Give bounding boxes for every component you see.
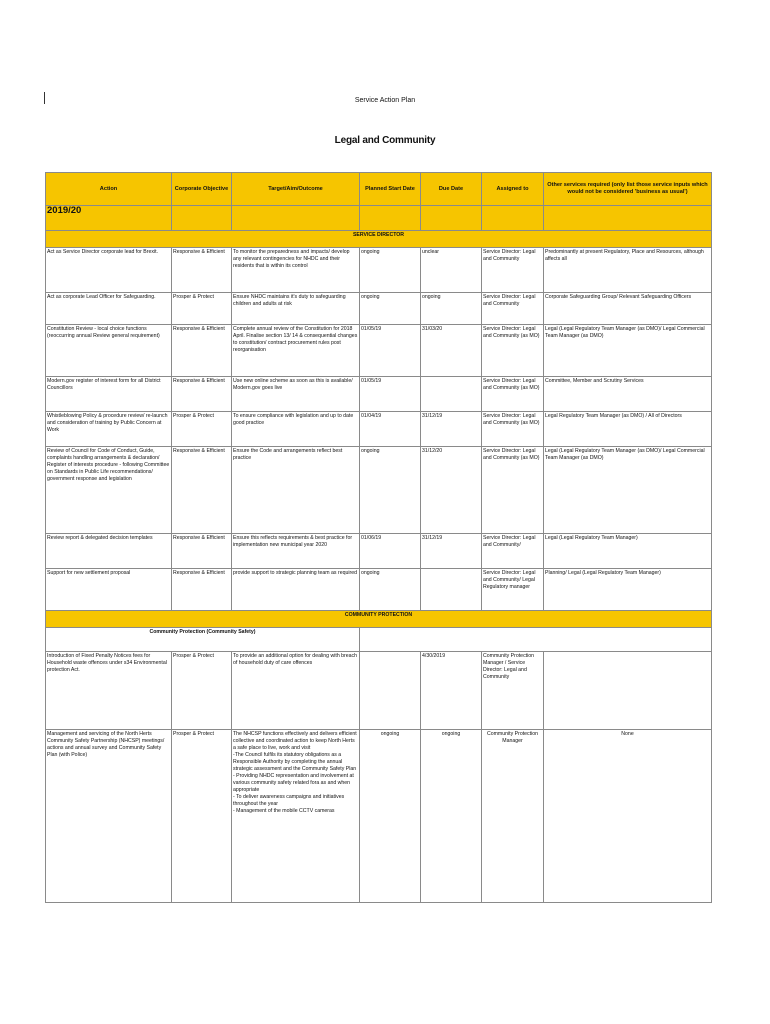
service-director-rows <box>46 248 712 611</box>
document-subtitle: Legal and Community <box>334 135 436 146</box>
cell-target: Use new online scheme as soon as this is available/ Modern.gov goes live <box>232 377 360 412</box>
year-blank <box>172 206 232 231</box>
cell-action: Review of Council for Code of Conduct, Guide, complaints handling arrangements & declaration/ Register of interests procedure - following Committee on Standards in Public Life recommendations/ government response and legislation <box>46 447 172 534</box>
cell-objective: Prosper & Protect <box>172 652 232 730</box>
cell-start: ongoing <box>360 569 421 611</box>
cell-target: The NHCSP functions effectively and delivers efficient collective and coordinated action to keep North Herts a safe place to live, work and visit -The Council fulfils its statutory obligations as a Responsible Authority by completing the annual strategic assessment and the Community Safety Plan - Providing NHDC representation and involvement at various community safety related fora as and when appropriate - To deliver awareness campaigns and initiatives throughout the year - Management of the mobile CCTV cameras <box>232 730 360 903</box>
cell-start: ongoing <box>360 730 421 903</box>
header-due-date: Due Date <box>421 173 482 206</box>
header-action: Action <box>46 173 172 206</box>
section-title-community-protection: COMMUNITY PROTECTION <box>46 611 712 628</box>
cell-objective: Responsive & Efficient <box>172 248 232 293</box>
cell-other: Planning/ Legal (Legal Regulatory Team Manager) <box>544 569 712 611</box>
cell-objective: Prosper & Protect <box>172 730 232 903</box>
table-row <box>46 447 712 534</box>
cell-target: provide support to strategic planning team as required <box>232 569 360 611</box>
cell-objective: Responsive & Efficient <box>172 569 232 611</box>
year-row <box>46 206 712 231</box>
cell-target: To ensure compliance with legislation and up to date good practice <box>232 412 360 447</box>
cell-assigned: Service Director: Legal and Community (as MO) <box>482 447 544 534</box>
action-plan-table <box>45 172 712 903</box>
cell-objective: Responsive & Efficient <box>172 377 232 412</box>
year-blank <box>482 206 544 231</box>
cell-assigned: Community Protection Manager / Service Director: Legal and Community <box>482 652 544 730</box>
document-title: Service Action Plan <box>354 97 416 104</box>
cell-start: ongoing <box>360 293 421 325</box>
cell-other: Predominantly at present Regulatory, Place and Resources, although affects all <box>544 248 712 293</box>
table-row <box>46 652 712 730</box>
year-blank <box>232 206 360 231</box>
table-row <box>46 325 712 377</box>
cell-objective: Responsive & Efficient <box>172 534 232 569</box>
cell-other: Legal (Legal Regulatory Team Manager) <box>544 534 712 569</box>
year-label: 2019/20 <box>47 205 82 216</box>
cell-action: Introduction of Fixed Penalty Notices fees for Household waste offences under s34 Environmental protection Act. <box>46 652 172 730</box>
year-blank <box>421 206 482 231</box>
cell-due: 31/12/20 <box>421 447 482 534</box>
cell-other: Corporate Safeguarding Group/ Relevant Safeguarding Officers <box>544 293 712 325</box>
cell-assigned: Service Director: Legal and Community (as MO) <box>482 412 544 447</box>
section-title-service-director: SERVICE DIRECTOR <box>46 231 712 248</box>
cell-other: Legal (Legal Regulatory Team Manager (as DMO)/ Legal Commercial Team Manager (as DMO) <box>544 447 712 534</box>
table-row <box>46 248 712 293</box>
cell-action: Review report & delegated decision templates <box>46 534 172 569</box>
cell-assigned: Service Director: Legal and Community (as MO) <box>482 377 544 412</box>
cell-target: Ensure NHDC maintains it's duty to safeguarding children and adults at risk <box>232 293 360 325</box>
year-blank <box>544 206 712 231</box>
cell-action: Modern.gov register of interest form for all District Councillors <box>46 377 172 412</box>
table-row <box>46 569 712 611</box>
cell-action: Act as Service Director corporate lead for Brexit. <box>46 248 172 293</box>
section-row-service-director <box>46 231 712 248</box>
cell-target: Complete annual review of the Constitution for 2018 April. Finalise section 13/ 14 & consequential changes to constitution/ contract procurement rules post reorganisation <box>232 325 360 377</box>
cell-target: To monitor the preparedness and impacts/ develop any relevant contingencies for NHDC and their residents that is within its control <box>232 248 360 293</box>
cell-due: 4/30/2019 <box>421 652 482 730</box>
cell-due <box>421 377 482 412</box>
cell-action: Constitution Review - local choice functions (reoccurring annual Review general requirement) <box>46 325 172 377</box>
cell-due: ongoing <box>421 293 482 325</box>
cell-assigned: Service Director: Legal and Community <box>482 293 544 325</box>
cell-action: Whistleblowing Policy & procedure review/ re-launch and consideration of training by Public Concern at Work <box>46 412 172 447</box>
cell-start: 01/04/19 <box>360 412 421 447</box>
cell-objective: Responsive & Efficient <box>172 447 232 534</box>
cell-target: Ensure the Code and arrangements reflect best practice <box>232 447 360 534</box>
cell-assigned: Service Director: Legal and Community (as MO) <box>482 325 544 377</box>
cell-objective: Prosper & Protect <box>172 412 232 447</box>
cell-other: Legal (Legal Regulatory Team Manager (as DMO)/ Legal Commercial Team Manager (as DMO) <box>544 325 712 377</box>
header-assigned: Assigned to <box>482 173 544 206</box>
cell-other <box>544 652 712 730</box>
cell-other: Legal Regulatory Team Manager (as DMO) / All of Directors <box>544 412 712 447</box>
cell-target: Ensure this reflects requirements & best practice for implementation new municipal year 2020 <box>232 534 360 569</box>
community-safety-subheading: Community Protection (Community Safety) <box>46 628 360 652</box>
table-row <box>46 377 712 412</box>
cell-due: unclear <box>421 248 482 293</box>
cell-due: 31/12/19 <box>421 412 482 447</box>
subheading-blank <box>360 628 712 652</box>
header-start-date: Planned Start Date <box>360 173 421 206</box>
header-objective: Corporate Objective <box>172 173 232 206</box>
header-other-services: Other services required (only list those service inputs which would not be considered 'business as usual') <box>544 173 712 206</box>
cell-due: 31/03/20 <box>421 325 482 377</box>
cell-other: Committee, Member and Scrutiny Services <box>544 377 712 412</box>
table-row <box>46 534 712 569</box>
cell-other: None <box>544 730 712 903</box>
cell-assigned: Service Director: Legal and Community/ <box>482 534 544 569</box>
year-blank <box>360 206 421 231</box>
year-cell <box>46 206 172 231</box>
table-row <box>46 293 712 325</box>
cell-objective: Responsive & Efficient <box>172 325 232 377</box>
cell-objective: Prosper & Protect <box>172 293 232 325</box>
cell-action: Management and servicing of the North Herts Community Safety Partnership (NHCSP) meetings/ actions and annual survey and Community Safety Plan (with Police) <box>46 730 172 903</box>
subheading-row <box>46 628 712 652</box>
cell-assigned: Community Protection Manager <box>482 730 544 903</box>
cell-due: 31/12/19 <box>421 534 482 569</box>
table-row <box>46 730 712 903</box>
cell-action: Support for new settlement proposal <box>46 569 172 611</box>
cell-start: 01/05/19 <box>360 377 421 412</box>
community-protection-rows <box>46 652 712 903</box>
cell-start: ongoing <box>360 248 421 293</box>
cell-assigned: Service Director: Legal and Community/ Legal Regulatory manager <box>482 569 544 611</box>
cell-start <box>360 652 421 730</box>
header-target: Target/Aim/Outcome <box>232 173 360 206</box>
cell-start: 01/05/19 <box>360 325 421 377</box>
cell-due <box>421 569 482 611</box>
cell-assigned: Service Director: Legal and Community <box>482 248 544 293</box>
section-row-community-protection <box>46 611 712 628</box>
cell-start: 01/06/19 <box>360 534 421 569</box>
cell-target: To provide an additional option for dealing with breach of household duty of care offences <box>232 652 360 730</box>
cell-start: ongoing <box>360 447 421 534</box>
cell-action: Act as corporate Lead Officer for Safeguarding. <box>46 293 172 325</box>
table-row <box>46 412 712 447</box>
cell-due: ongoing <box>421 730 482 903</box>
header-row <box>46 173 712 206</box>
